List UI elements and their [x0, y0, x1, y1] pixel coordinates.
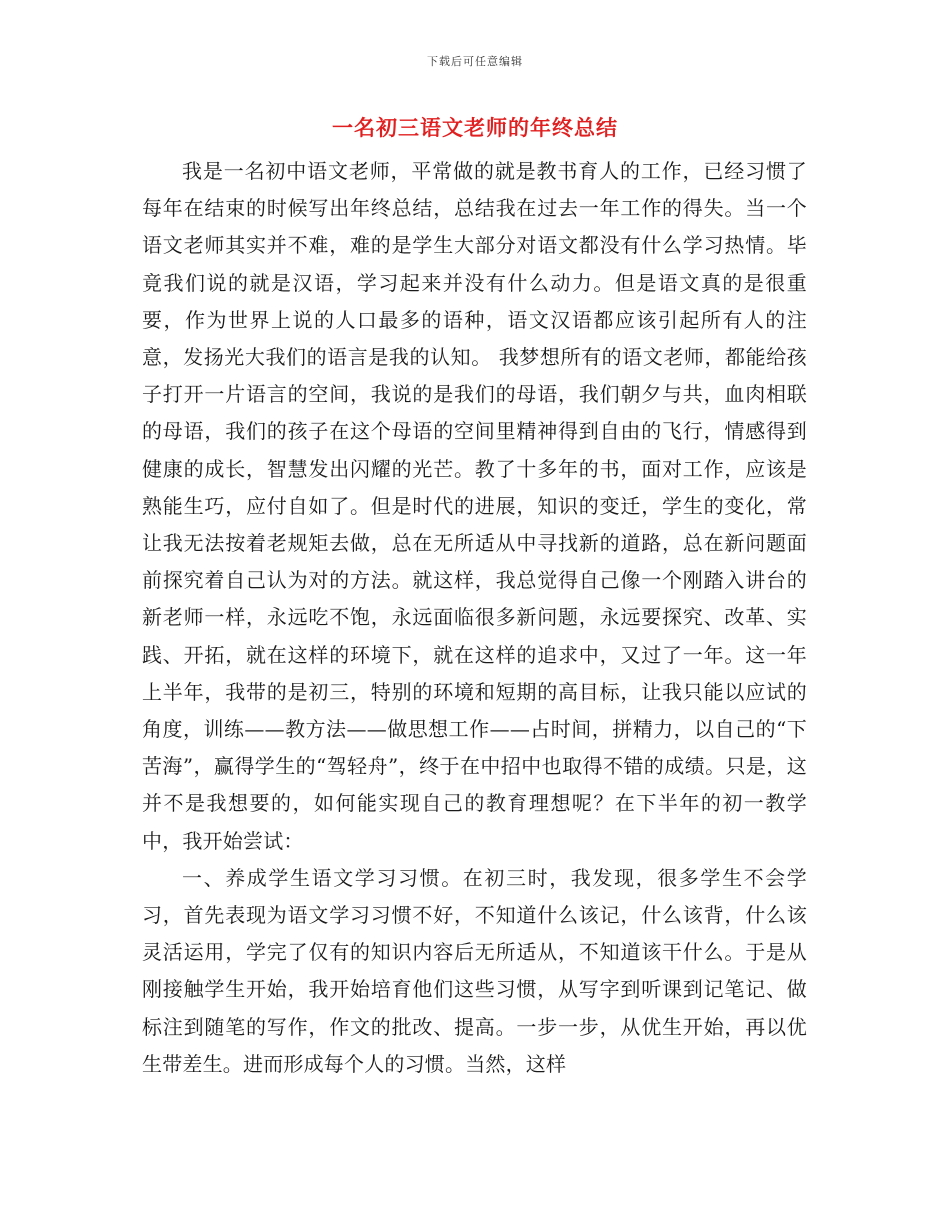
body-paragraph: 我是一名初中语文老师，平常做的就是教书育人的工作，已经习惯了每年在结束的时候写出年终总结，总结我在过去一年工作的得失。当一个语文老师其实并不难，难的是学生大部分对语文都没有什么学习热情。毕竟我们说的就是汉语，学习起来并没有什么动力。但是语文真的是很重要，作为世界上说的人口最多的语种，语文汉语都应该引起所有人的注意，发扬光大我们的语言是我的认知。 我梦想所有的语文老师，都能给孩子打开一片语言的空间，我说的是我们的母语，我们朝夕与共，血肉相联的母语，我们的孩子在这个母语的空间里精神得到自由的飞行，情感得到健康的成长，智慧发出闪耀的光芒。教了十多年的书，面对工作，应该是熟能生巧，应付自如了。但是时代的进展，知识的变迁，学生的变化，常让我无法按着老规矩去做，总在无所适从中寻找新的道路，总在新问题面前探究着自己认为对的方法。就这样，我总觉得自己像一个刚踏入讲台的新老师一样，永远吃不饱，永远面临很多新问题，永远要探究、改革、实践、开拓，就在这样的环境下，就在这样的追求中，又过了一年。这一年上半年，我带的是初三，特别的环境和短期的高目标，让我只能以应试的角度，训练——教方法——做思想工作——占时间，拼精力，以自己的“下苦海”，赢得学生的“驾轻舟”，终于在中招中也取得不错的成绩。只是，这并不是我想要的，如何能实现自己的教育理想呢？在下半年的初一教学中，我开始尝试： — [142, 159, 807, 853]
document-body — [142, 153, 807, 1083]
body-paragraph: 一、养成学生语文学习习惯。在初三时，我发现，很多学生不会学习，首先表现为语文学习习惯不好，不知道什么该记，什么该背，什么该灵活运用，学完了仅有的知识内容后无所适从，不知道该干什么。于是从刚接触学生开始，我开始培育他们这些习惯，从写字到听课到记笔记、做标注到随笔的写作，作文的批改、提高。一步一步，从优生开始，再以优生带差生。进而形成每个人的习惯。当然，这样 — [142, 865, 807, 1076]
header-note: 下载后可任意编辑 — [427, 55, 523, 68]
document-title: 一名初三语文老师的年终总结 — [332, 115, 618, 140]
